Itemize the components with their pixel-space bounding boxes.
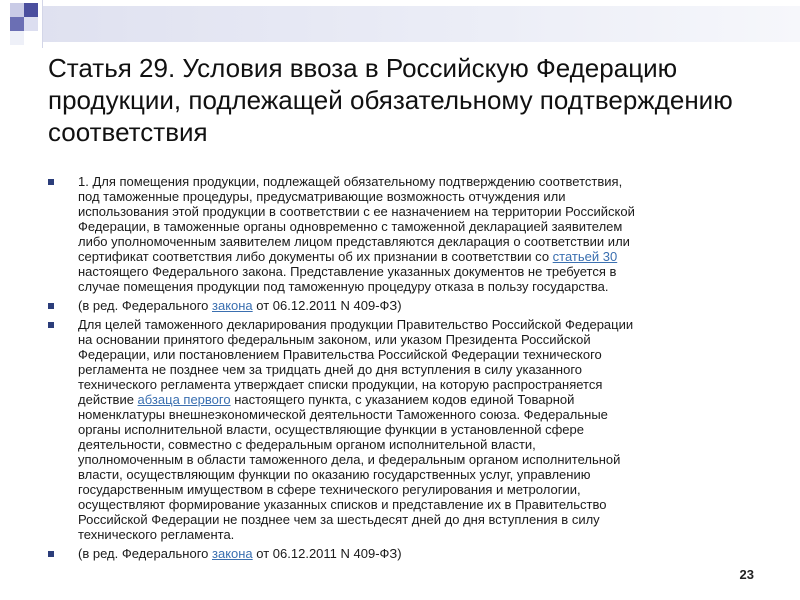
text-segment: уполномоченным в области таможенного дела, и федеральным органом исполнительной (78, 452, 621, 467)
text-segment: от 06.12.2011 N 409-ФЗ) (252, 546, 402, 561)
deco-square (10, 31, 24, 45)
bullet-item (48, 174, 768, 294)
deco-square (10, 17, 24, 31)
bullet-list (48, 174, 768, 565)
text-line (78, 332, 768, 347)
text-line (78, 392, 768, 407)
page-number: 23 (739, 567, 754, 582)
text-line (78, 219, 768, 234)
text-line (78, 422, 768, 437)
text-segment: настоящего Федерального закона. Представление указанных документов не требуется в (78, 264, 617, 279)
text-segment: Федерации, или постановлением Правительства Российской Федерации технического (78, 347, 602, 362)
text-segment: от 06.12.2011 N 409-ФЗ) (252, 298, 402, 313)
text-segment: (в ред. Федерального (78, 298, 212, 313)
title-line: продукции, подлежащей обязательному подтверждению (48, 85, 733, 115)
text-segment: номенклатуры внешнеэкономической деятельности Таможенного союза. Федеральные (78, 407, 608, 422)
text-segment: государственным имуществом в сфере технического регулирования и метрологии, (78, 482, 581, 497)
deco-square (24, 3, 38, 17)
text-segment: использования этой продукции в соответствии с ее назначением на территории Российской (78, 204, 635, 219)
text-segment: 1. Для помещения продукции, подлежащей обязательному подтверждению соответствия, (78, 174, 623, 189)
deco-square (24, 17, 38, 31)
text-line (78, 407, 768, 422)
text-line (78, 527, 768, 542)
text-line (78, 264, 768, 279)
text-line (78, 377, 768, 392)
text-line (78, 189, 768, 204)
text-segment: власти, осуществляющим функции по оказанию государственных услуг, управлению (78, 467, 591, 482)
text-line (78, 317, 768, 332)
reference-link[interactable]: закона (212, 546, 253, 561)
title-line: Статья 29. Условия ввоза в Российскую Федерацию (48, 53, 678, 83)
text-line (78, 437, 768, 452)
text-segment: либо уполномоченным заявителем лицом представляются декларация о соответствии или (78, 234, 630, 249)
bullet-item (48, 298, 768, 313)
text-segment: технического регламента утверждает списки продукции, на которую распространяется (78, 377, 603, 392)
bullet-square-icon (48, 303, 54, 309)
text-segment: под таможенные процедуры, предусматривающие возможность отчуждения или (78, 189, 566, 204)
text-line (78, 452, 768, 467)
text-line (78, 204, 768, 219)
header-decoration (0, 0, 800, 48)
text-line (78, 234, 768, 249)
text-segment: регламента не позднее чем за тридцать дней до дня вступления в силу указанного (78, 362, 583, 377)
header-band (42, 6, 800, 42)
text-segment: Для целей таможенного декларирования продукции Правительство Российской Федерации (78, 317, 634, 332)
text-line (78, 347, 768, 362)
text-segment: органы исполнительной власти, осуществляющие функции в установленной сфере (78, 422, 584, 437)
text-segment: Российской Федерации не позднее чем за шестьдесят дней до дня вступления в силу (78, 512, 600, 527)
bullet-square-icon (48, 322, 54, 328)
text-segment: (в ред. Федерального (78, 546, 212, 561)
text-line (78, 512, 768, 527)
text-line (78, 362, 768, 377)
reference-link[interactable]: абзаца первого (137, 392, 231, 407)
bullet-item (48, 546, 768, 561)
bullet-item (48, 317, 768, 542)
deco-divider (42, 0, 43, 48)
text-line (78, 174, 768, 189)
text-line (78, 546, 768, 561)
reference-link[interactable]: закона (212, 298, 253, 313)
text-line (78, 467, 768, 482)
bullet-square-icon (48, 551, 54, 557)
reference-link[interactable]: статьей 30 (552, 249, 618, 264)
text-segment: сертификат соответствия либо документы об их признании в соответствии со (78, 249, 553, 264)
deco-square (10, 3, 24, 17)
slide-title (48, 52, 778, 148)
text-line (78, 279, 768, 294)
text-line (78, 298, 768, 313)
text-segment: технического регламента. (78, 527, 235, 542)
text-segment: деятельности, совместно с федеральным органом исполнительной власти, (78, 437, 536, 452)
text-line (78, 482, 768, 497)
text-line (78, 249, 768, 264)
text-line (78, 497, 768, 512)
text-segment: на основании принятого федеральным законом, или указом Президента Российской (78, 332, 591, 347)
text-segment: случае помещения продукции под таможенную процедуру отказа в пользу государства. (78, 279, 609, 294)
text-segment: осуществляют формирование указанных списков и представление их в Правительство (78, 497, 607, 512)
text-segment: настоящего пункта, с указанием кодов единой Товарной (230, 392, 575, 407)
title-line: соответствия (48, 117, 208, 147)
text-segment: действие (78, 392, 138, 407)
bullet-square-icon (48, 179, 54, 185)
text-segment: Федерации, в таможенные органы одновременно с таможенной декларацией заявителем (78, 219, 623, 234)
